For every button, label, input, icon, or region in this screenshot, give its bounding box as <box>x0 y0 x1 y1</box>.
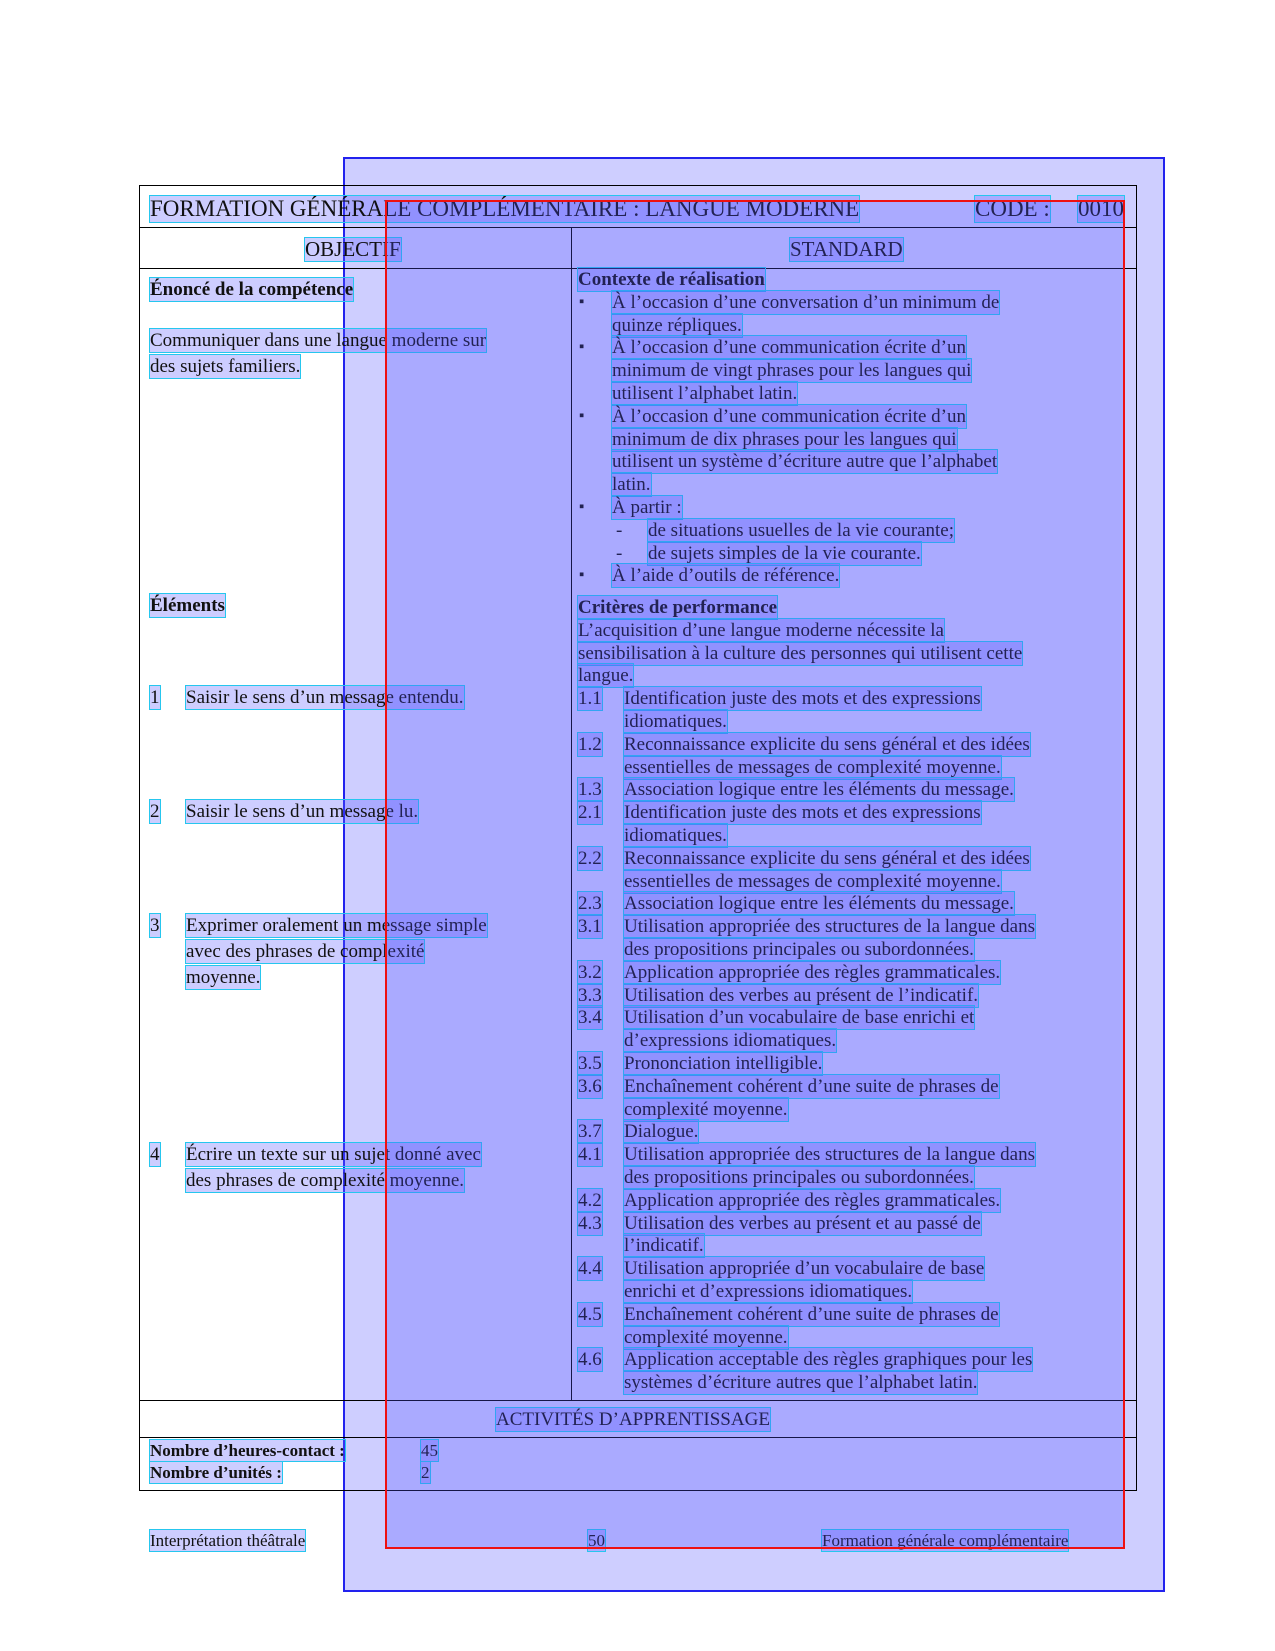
heures-value: 45 <box>421 1441 438 1460</box>
bullet-icon: ▪ <box>579 339 585 356</box>
critere-text-line: Prononciation intelligible. <box>624 1053 823 1074</box>
critere-number: 1.1 <box>578 688 602 710</box>
form-title: FORMATION GÉNÉRALE COMPLÉMENTAIRE : LANGUE MODERNE <box>150 196 860 221</box>
critere-number: 4.1 <box>578 1144 602 1166</box>
critere-text-line: Application appropriée des règles grammaticales. <box>624 1189 1001 1211</box>
element-number: 1 <box>150 687 160 708</box>
contexte-subitem-line: de sujets simples de la vie courante. <box>648 542 921 564</box>
column-header-objectif: OBJECTIF <box>305 237 401 261</box>
element-number: 2 <box>150 801 160 822</box>
critere-number: 4.2 <box>578 1189 602 1211</box>
dash-icon: - <box>616 519 623 541</box>
bullet-icon: ▪ <box>579 293 585 310</box>
contexte-item-line: À l’aide d’outils de référence. <box>612 565 840 587</box>
enonce-text-line: Communiquer dans une langue moderne sur <box>150 330 487 351</box>
critere-text-line: complexité moyenne. <box>624 1326 788 1348</box>
critere-text-line: l’indicatif. <box>624 1235 704 1257</box>
critere-text-line: Identification juste des mots et des expressions <box>624 802 981 824</box>
contexte-item-line: utilisent un système d’écriture autre que l’alphabet <box>612 451 998 473</box>
element-number: 3 <box>150 915 160 936</box>
element-text-line: Écrire un texte sur un sujet donné avec <box>186 1144 481 1165</box>
enonce-text-line: des sujets familiers. <box>150 356 301 377</box>
bullet-icon: ▪ <box>579 407 585 424</box>
element-text-line: Exprimer oralement un message simple <box>186 915 487 936</box>
critere-text-line: Reconnaissance explicite du sens général et des idées <box>624 733 1030 755</box>
critere-text-line: d’expressions idiomatiques. <box>624 1030 837 1052</box>
dash-icon: - <box>616 542 623 564</box>
critere-number: 3.3 <box>578 984 602 1006</box>
critere-text-line: Enchaînement cohérent d’une suite de phrases de <box>624 1075 999 1097</box>
critere-number: 3.7 <box>578 1121 602 1143</box>
footer-left: Interprétation théâtrale <box>150 1531 306 1550</box>
critere-number: 3.1 <box>578 916 602 938</box>
critere-text-line: idiomatiques. <box>624 825 727 846</box>
contexte-item-line: À l’occasion d’une communication écrite d’un <box>612 405 967 427</box>
critere-text-line: Application acceptable des règles graphiques pour les <box>624 1349 1033 1371</box>
column-header-standard: STANDARD <box>790 237 903 261</box>
critere-text-line: Utilisation des verbes au présent et au passé de <box>624 1212 981 1234</box>
critere-text-line: Utilisation appropriée des structures de la langue dans <box>624 1144 1036 1166</box>
critere-number: 3.4 <box>578 1007 602 1029</box>
critere-text-line: des propositions principales ou subordonnées. <box>624 1167 974 1188</box>
critere-text-line: Identification juste des mots et des expressions <box>624 688 981 710</box>
contexte-item-line: utilisent l’alphabet latin. <box>612 383 798 404</box>
critere-number: 4.4 <box>578 1258 602 1280</box>
elements-title: Éléments <box>150 595 225 616</box>
element-number: 4 <box>150 1144 160 1165</box>
criteres-intro-line: sensibilisation à la culture des personnes qui utilisent cette <box>578 642 1023 664</box>
contexte-title: Contexte de réalisation <box>578 269 765 290</box>
unites-label: Nombre d’unités : <box>150 1463 282 1482</box>
criteres-intro-line: langue. <box>578 665 634 687</box>
code-value: 0010 <box>1078 196 1124 221</box>
critere-text-line: des propositions principales ou subordonnées. <box>624 939 974 960</box>
contexte-item-line: minimum de dix phrases pour les langues qui <box>612 428 957 450</box>
contexte-item-line: À partir : <box>612 497 682 518</box>
code-label: CODE : <box>975 196 1050 221</box>
critere-text-line: idiomatiques. <box>624 711 727 732</box>
contexte-item-line: À l’occasion d’une communication écrite d’un <box>612 337 967 359</box>
region-overlay-inner <box>385 200 1125 1549</box>
contexte-item-line: latin. <box>612 474 651 496</box>
contexte-item-line: À l’occasion d’une conversation d’un minimum de <box>612 291 1000 313</box>
contexte-item-line: quinze répliques. <box>612 314 742 336</box>
critere-number: 1.2 <box>578 733 602 755</box>
critere-text-line: Dialogue. <box>624 1121 699 1143</box>
element-text-line: des phrases de complexité moyenne. <box>186 1170 465 1191</box>
bullet-icon: ▪ <box>579 499 585 515</box>
criteres-title: Critères de performance <box>578 597 778 618</box>
critere-text-line: essentielles de messages de complexité moyenne. <box>624 870 1001 892</box>
critere-text-line: Utilisation appropriée des structures de la langue dans <box>624 916 1036 938</box>
critere-number: 2.2 <box>578 847 602 869</box>
critere-text-line: essentielles de messages de complexité moyenne. <box>624 756 1001 778</box>
critere-text-line: enrichi et d’expressions idiomatiques. <box>624 1281 913 1302</box>
critere-text-line: Utilisation appropriée d’un vocabulaire de base <box>624 1258 985 1280</box>
critere-number: 3.2 <box>578 961 602 983</box>
heures-label: Nombre d’heures-contact : <box>150 1441 345 1460</box>
critere-number: 4.3 <box>578 1212 602 1234</box>
element-text-line: avec des phrases de complexité <box>186 941 425 962</box>
element-text-line: Saisir le sens d’un message lu. <box>186 801 419 822</box>
critere-number: 4.6 <box>578 1349 602 1371</box>
critere-text-line: Enchaînement cohérent d’une suite de phrases de <box>624 1303 999 1325</box>
critere-text-line: Reconnaissance explicite du sens général et des idées <box>624 847 1030 869</box>
footer-right: Formation générale complémentaire <box>822 1531 1069 1550</box>
critere-number: 2.1 <box>578 802 602 824</box>
critere-number: 3.6 <box>578 1075 602 1097</box>
criteres-intro-line: L’acquisition d’une langue moderne nécessite la <box>578 619 944 641</box>
critere-text-line: Utilisation des verbes au présent de l’indicatif. <box>624 984 979 1006</box>
critere-number: 1.3 <box>578 779 602 801</box>
bullet-icon: ▪ <box>579 567 585 584</box>
critere-text-line: complexité moyenne. <box>624 1098 788 1120</box>
contexte-subitem-line: de situations usuelles de la vie courante; <box>648 519 955 541</box>
critere-number: 2.3 <box>578 893 602 915</box>
enonce-title: Énoncé de la compétence <box>150 279 354 300</box>
page-number: 50 <box>588 1531 605 1550</box>
critere-text-line: Association logique entre les éléments du message. <box>624 779 1014 801</box>
activites-heading: ACTIVITÉS D’APPRENTISSAGE <box>496 1409 770 1430</box>
unites-value: 2 <box>421 1463 430 1482</box>
element-text-line: Saisir le sens d’un message entendu. <box>186 687 464 708</box>
critere-text-line: systèmes d’écriture autres que l’alphabet latin. <box>624 1372 978 1394</box>
critere-number: 4.5 <box>578 1303 602 1325</box>
element-text-line: moyenne. <box>186 967 261 988</box>
critere-text-line: Application appropriée des règles grammaticales. <box>624 961 1001 983</box>
critere-number: 3.5 <box>578 1053 602 1074</box>
critere-text-line: Association logique entre les éléments du message. <box>624 893 1014 915</box>
contexte-item-line: minimum de vingt phrases pour les langues qui <box>612 360 972 382</box>
critere-text-line: Utilisation d’un vocabulaire de base enrichi et <box>624 1007 975 1029</box>
